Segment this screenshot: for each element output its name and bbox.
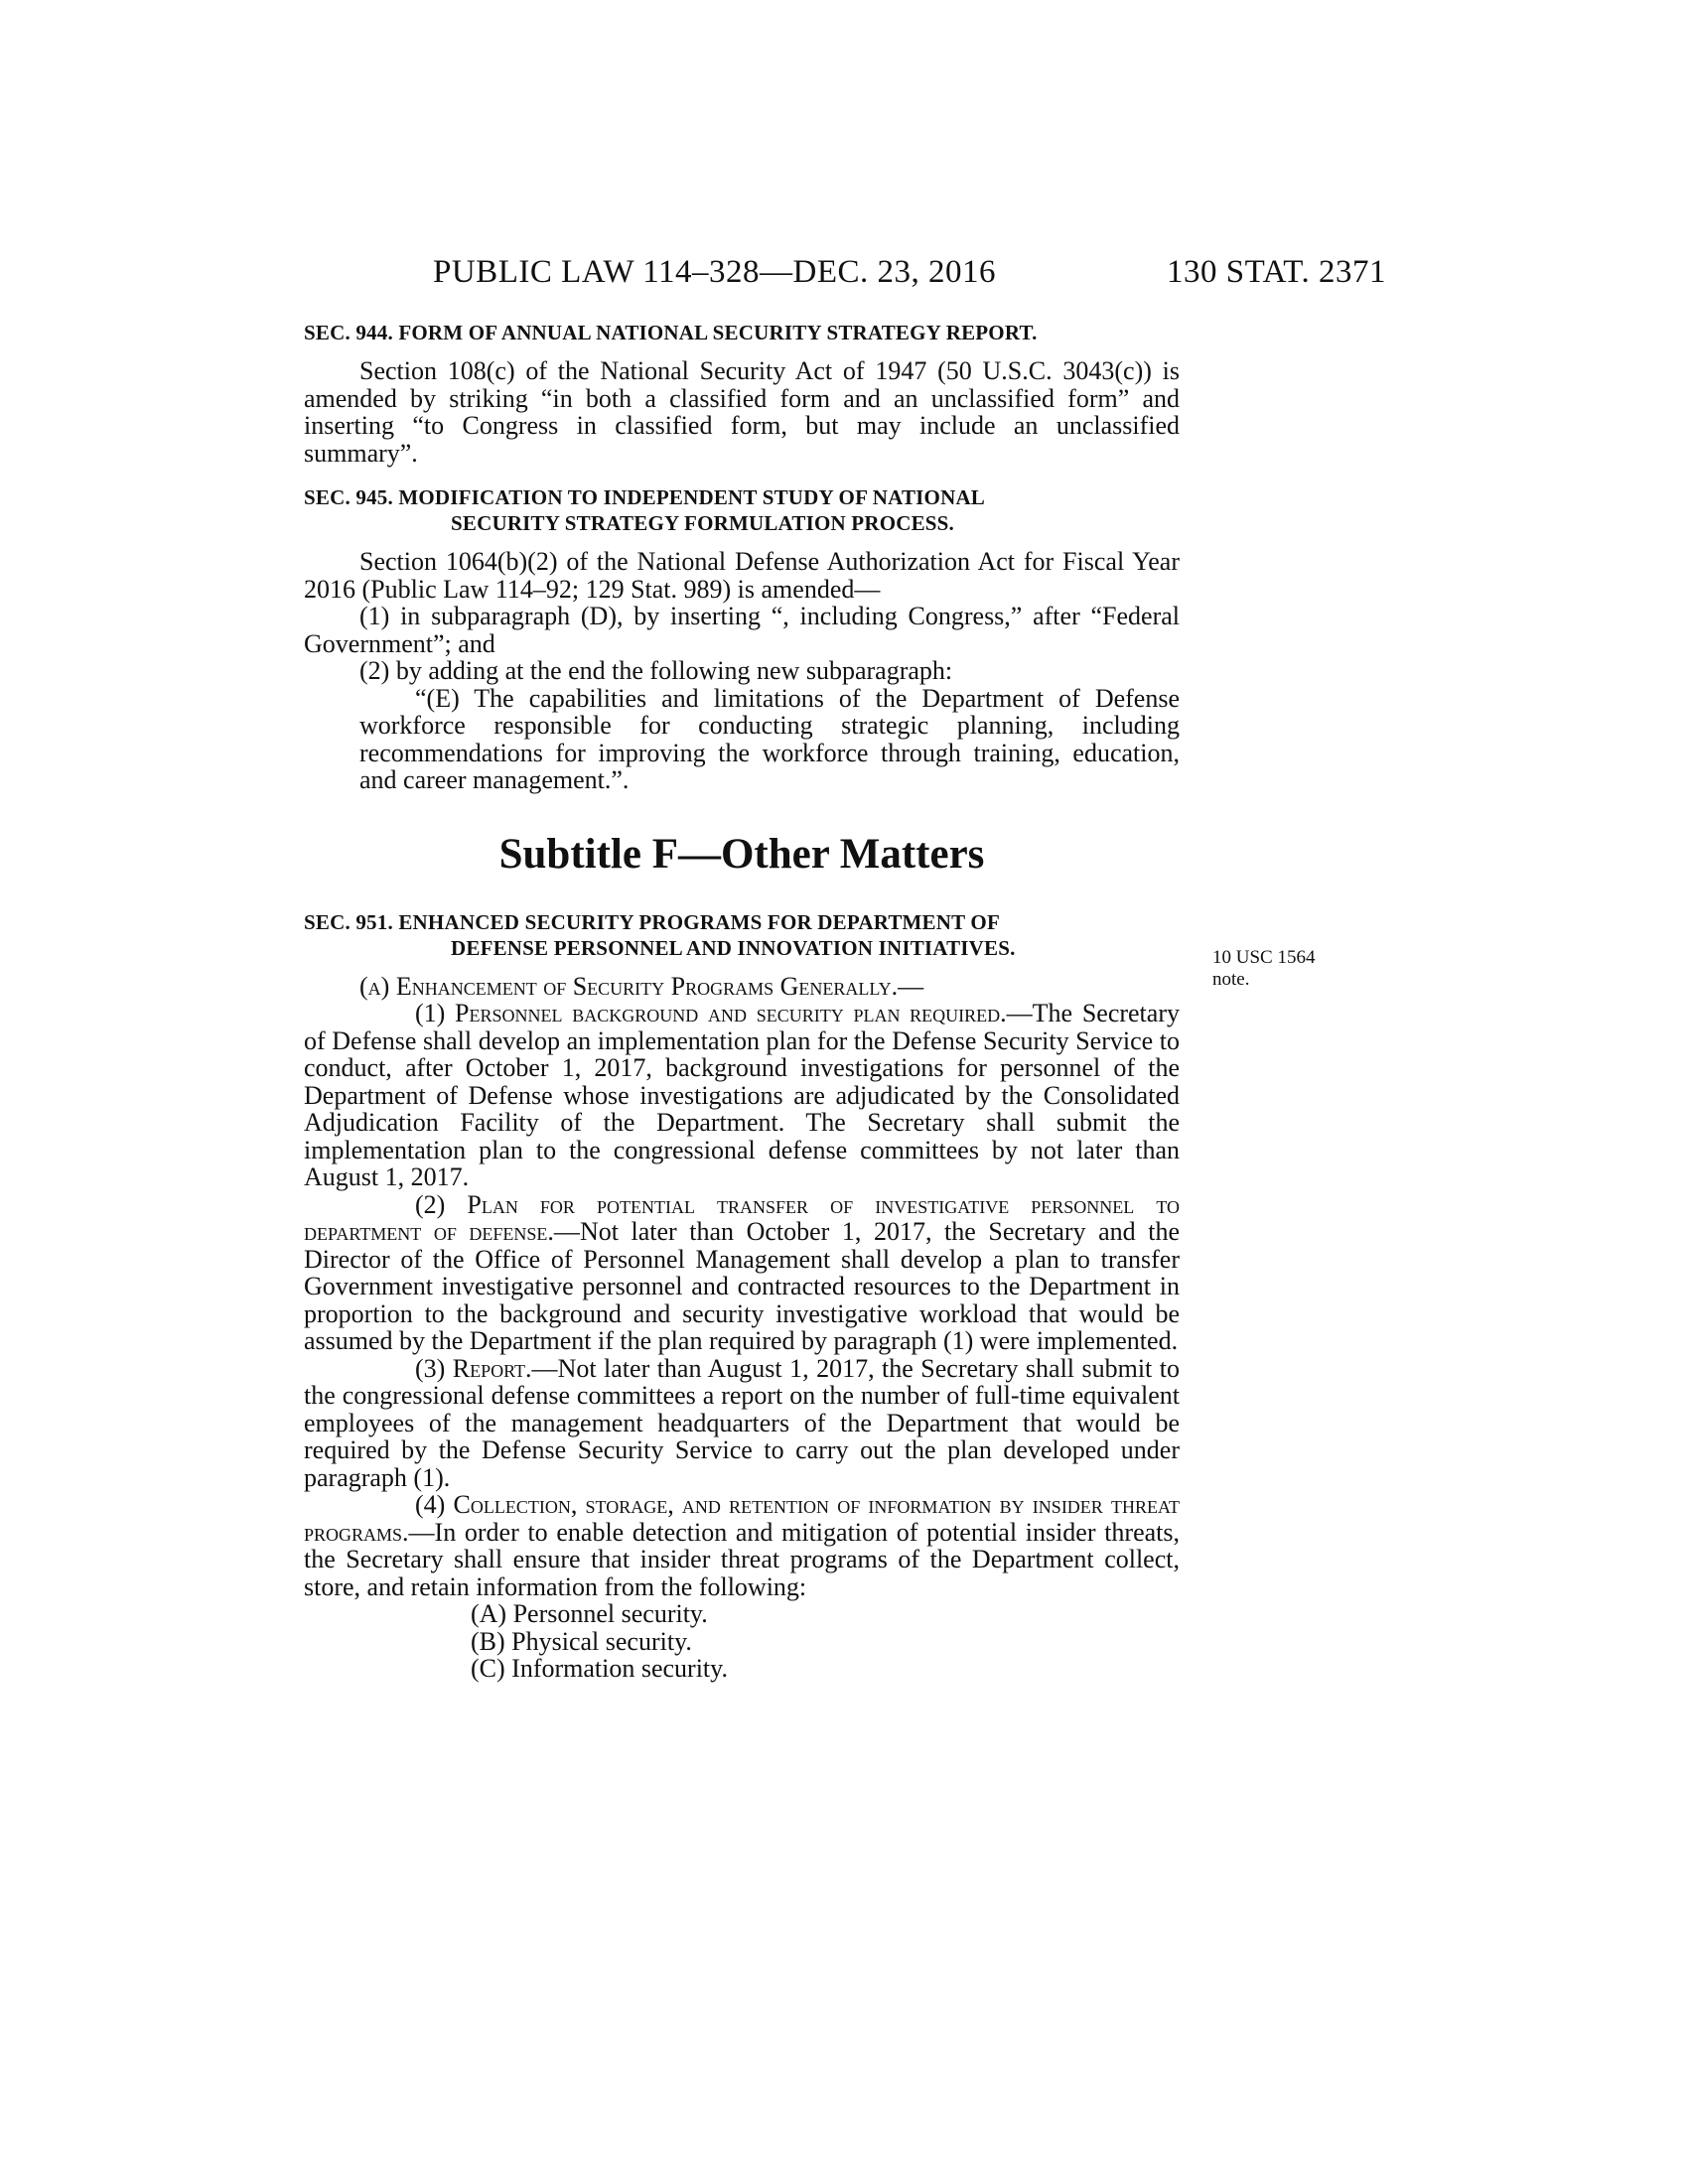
subtitle-heading: Subtitle F—Other Matters xyxy=(498,830,985,878)
section-951-heading-line1: SEC. 951. ENHANCED SECURITY PROGRAMS FOR DEPARTMENT OF xyxy=(304,909,1000,934)
margin-note xyxy=(1212,947,1361,991)
running-head xyxy=(433,254,1386,294)
section-945-item-2-quote: “(E) The capabilities and limitations of the Department of Defense workforce responsible for conducting strategic planning, including recommendations for improving the workforce through training, education, and career management.”. xyxy=(359,683,1180,794)
margin-note-suffix: note. xyxy=(1212,969,1250,990)
section-951-heading xyxy=(304,909,1180,961)
paragraph-4 xyxy=(304,1491,1180,1600)
subsection-a-heading: (a) Enhancement of Security Programs Generally.— xyxy=(359,971,924,1001)
paragraph-2 xyxy=(304,1191,1180,1355)
page-title: PUBLIC LAW 114–328—DEC. 23, 2016 xyxy=(433,254,997,290)
section-945-intro: Section 1064(b)(2) of the National Defense Authorization Act for Fiscal Year 2016 (Public Law 114–92; 129 Stat. 989) is amended— xyxy=(304,547,1180,604)
paragraph-3-text: Not later than August 1, 2017, the Secretary shall submit to the congressional defense committees a report on the number of full-time equivalent employees of the management headquarters of the Department that would be required by the Defense Security Service to carry out the plan developed under paragraph (1). xyxy=(304,1353,1180,1492)
list-item-c: (C) Information security. xyxy=(471,1654,728,1683)
paragraph-2-text: Not later than October 1, 2017, the Secretary and the Director of the Office of Personnel Management shall develop a plan to transfer Government investigative personnel and contracted resources to the Department in proportion to the background and security investigative workload that would be assumed by the Department if the plan required by paragraph (1) were implemented. xyxy=(304,1217,1181,1355)
document-body xyxy=(304,320,1180,1683)
section-944-heading: SEC. 944. FORM OF ANNUAL NATIONAL SECURITY STRATEGY REPORT. xyxy=(304,321,1038,344)
paragraph-1-text: The Secretary of Defense shall develop an implementation plan for the Defense Security Service to conduct, after October 1, 2017, background investigations for personnel of the Department of Defense whose investigations are adjudicated by the Consolidated Adjudication Facility of the Department. The Secretary shall submit the implementation plan to the congressional defense committees by not later than August 1, 2017. xyxy=(304,999,1180,1191)
paragraph-2-label: (2) Plan for potential transfer of investigative personnel to department of defense.— xyxy=(304,1189,1180,1246)
paragraph-3 xyxy=(304,1355,1180,1492)
stat-page-number: 130 STAT. 2371 xyxy=(1166,254,1386,290)
paragraph-4-text: In order to enable detection and mitigation of potential insider threats, the Secretary shall ensure that insider threat programs of the Department collect, store, and retain information from the following: xyxy=(304,1517,1180,1601)
section-945-heading xyxy=(304,484,1180,536)
section-945-item-2: (2) by adding at the end the following new subparagraph: xyxy=(359,656,953,685)
section-944-text: Section 108(c) of the National Security Act of 1947 (50 U.S.C. 3043(c)) is amended by striking “in both a classified form and an unclassified form” and inserting “to Congress in classified form, but may include an unclassified summary”. xyxy=(304,356,1180,468)
section-951-heading-line2: DEFENSE PERSONNEL AND INNOVATION INITIATIVES. xyxy=(451,935,1016,960)
section-945-item-1: (1) in subparagraph (D), by inserting “, including Congress,” after “Federal Government”; and xyxy=(304,602,1180,658)
section-945-heading-line2: SECURITY STRATEGY FORMULATION PROCESS. xyxy=(451,511,955,535)
paragraph-4-label: (4) Collection, storage, and retention of information by insider threat programs.— xyxy=(304,1490,1180,1547)
paragraph-1-label: (1) Personnel background and security plan required.— xyxy=(415,999,1033,1027)
margin-note-citation: 10 USC 1564 xyxy=(1212,947,1316,968)
paragraph-3-label: (3) Report.— xyxy=(415,1353,558,1383)
list-item-a: (A) Personnel security. xyxy=(471,1599,708,1628)
paragraph-1 xyxy=(304,1000,1180,1191)
section-945-heading-line1: SEC. 945. MODIFICATION TO INDEPENDENT STUDY OF NATIONAL xyxy=(304,485,986,509)
list-item-b: (B) Physical security. xyxy=(471,1626,692,1656)
